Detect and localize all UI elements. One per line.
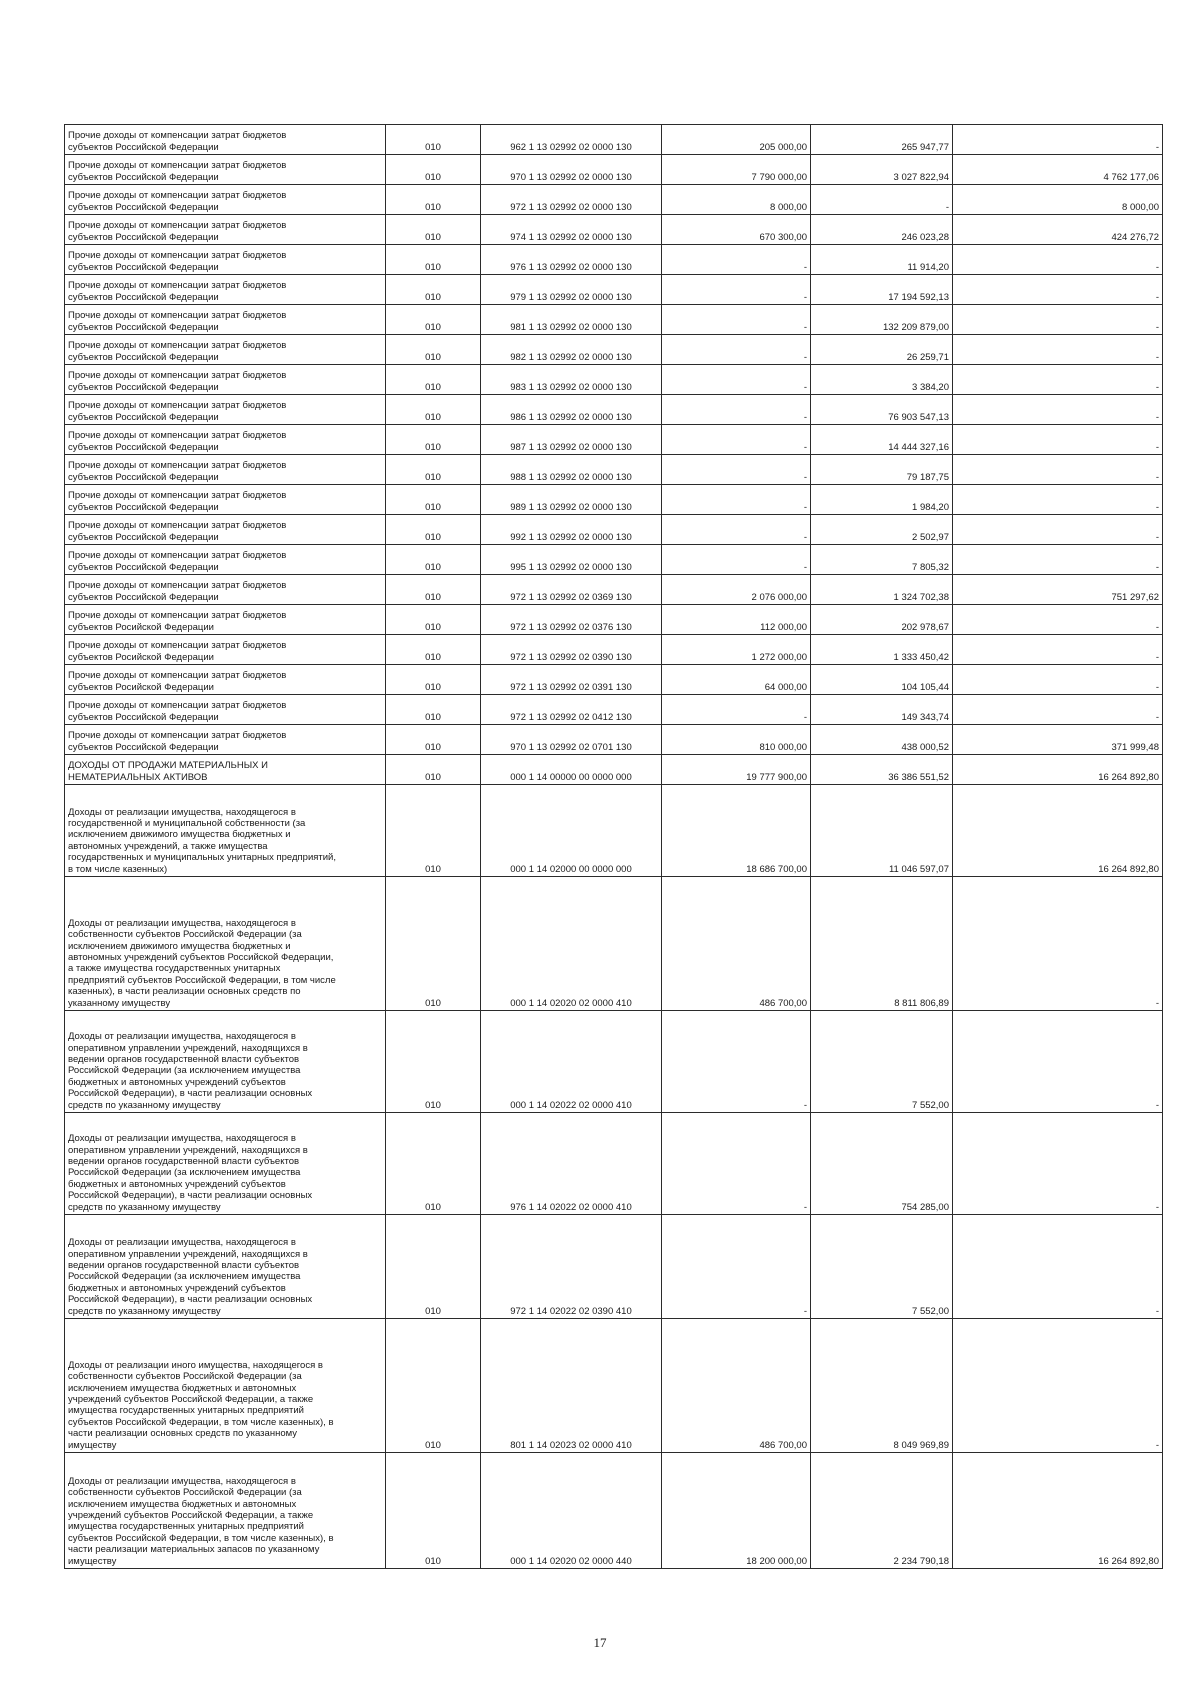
row-line-code-cell: 010 — [386, 575, 481, 605]
row-line-code-cell: 010 — [386, 605, 481, 635]
row-remaining-cell: - — [953, 877, 1163, 1011]
row-budget-code-cell: 986 1 13 02992 02 0000 130 — [481, 395, 662, 425]
row-name-cell: Прочие доходы от компенсации затрат бюджетов субъектов Российской Федерации — [65, 725, 386, 755]
row-plan-cell: - — [662, 485, 811, 515]
revenue-table — [64, 124, 1163, 1569]
row-name-cell: Доходы от реализации иного имущества, находящегося в собственности субъектов Российской Федерации (за исключением имущества бюджетных и автономных учреждений субъектов Российской Федерации, а также имущества государственных унитарных предприятий субъектов Российской Федерации, в том числе казенных), в части реализации основных средств по указанному имуществу — [65, 1319, 386, 1453]
row-executed-cell: 7 552,00 — [811, 1215, 953, 1319]
row-budget-code-cell: 972 1 13 02992 02 0391 130 — [481, 665, 662, 695]
row-remaining-cell: - — [953, 485, 1163, 515]
row-executed-cell: 8 811 806,89 — [811, 877, 953, 1011]
table-row — [65, 635, 1163, 665]
row-name-cell: Доходы от реализации имущества, находящегося в оперативном управлении учреждений, находящихся в ведении органов государственной власти субъектов Российской Федерации (за исключением имущества бюджетных и автономных учреждений субъектов Российской Федерации), в части реализации основных средств по указанному имуществу — [65, 1215, 386, 1319]
table-body — [65, 125, 1163, 1569]
row-remaining-cell: - — [953, 1011, 1163, 1113]
row-plan-cell: 18 200 000,00 — [662, 1453, 811, 1569]
row-plan-cell: 1 272 000,00 — [662, 635, 811, 665]
row-name-cell: Прочие доходы от компенсации затрат бюджетов субъектов Росийской Федерации — [65, 605, 386, 635]
row-line-code-cell: 010 — [386, 125, 481, 155]
row-remaining-cell: 4 762 177,06 — [953, 155, 1163, 185]
row-executed-cell: 149 343,74 — [811, 695, 953, 725]
row-executed-cell: 11 046 597,07 — [811, 785, 953, 877]
row-budget-code-cell: 000 1 14 02020 02 0000 410 — [481, 877, 662, 1011]
row-budget-code-cell: 000 1 14 02000 00 0000 000 — [481, 785, 662, 877]
row-remaining-cell: - — [953, 125, 1163, 155]
table-row — [65, 515, 1163, 545]
row-name-cell: Прочие доходы от компенсации затрат бюджетов субъектов Российской Федерации — [65, 155, 386, 185]
row-executed-cell: 132 209 879,00 — [811, 305, 953, 335]
row-executed-cell: - — [811, 185, 953, 215]
page-number: 17 — [593, 1635, 607, 1650]
table-row — [65, 185, 1163, 215]
row-executed-cell: 36 386 551,52 — [811, 755, 953, 785]
row-line-code-cell: 010 — [386, 755, 481, 785]
row-plan-cell: 205 000,00 — [662, 125, 811, 155]
row-name-cell: Доходы от реализации имущества, находящегося в собственности субъектов Российской Федерации (за исключением имущества бюджетных и автономных учреждений субъектов Российской Федерации, а также имущества государственных унитарных предприятий субъектов Российской Федерации, в том числе казенных), в части реализации материальных запасов по указанному имуществу — [65, 1453, 386, 1569]
row-plan-cell: 486 700,00 — [662, 877, 811, 1011]
row-plan-cell: - — [662, 515, 811, 545]
row-remaining-cell: 16 264 892,80 — [953, 1453, 1163, 1569]
row-budget-code-cell: 970 1 13 02992 02 0701 130 — [481, 725, 662, 755]
row-budget-code-cell: 000 1 14 02022 02 0000 410 — [481, 1011, 662, 1113]
row-remaining-cell: - — [953, 665, 1163, 695]
row-line-code-cell: 010 — [386, 395, 481, 425]
row-line-code-cell: 010 — [386, 155, 481, 185]
row-name-cell: Прочие доходы от компенсации затрат бюджетов субъектов Росийской Федерации — [65, 635, 386, 665]
row-line-code-cell: 010 — [386, 785, 481, 877]
table-row — [65, 365, 1163, 395]
row-plan-cell: - — [662, 1011, 811, 1113]
row-line-code-cell: 010 — [386, 545, 481, 575]
row-line-code-cell: 010 — [386, 485, 481, 515]
row-budget-code-cell: 992 1 13 02992 02 0000 130 — [481, 515, 662, 545]
table-row — [65, 1011, 1163, 1113]
row-plan-cell: 7 790 000,00 — [662, 155, 811, 185]
row-remaining-cell: - — [953, 275, 1163, 305]
row-remaining-cell: - — [953, 395, 1163, 425]
row-name-cell: Прочие доходы от компенсации затрат бюджетов субъектов Российской Федерации — [65, 515, 386, 545]
row-executed-cell: 26 259,71 — [811, 335, 953, 365]
row-budget-code-cell: 972 1 13 02992 02 0376 130 — [481, 605, 662, 635]
row-remaining-cell: - — [953, 455, 1163, 485]
row-budget-code-cell: 981 1 13 02992 02 0000 130 — [481, 305, 662, 335]
row-line-code-cell: 010 — [386, 245, 481, 275]
row-name-cell: Прочие доходы от компенсации затрат бюджетов субъектов Российской Федерации — [65, 455, 386, 485]
table-row — [65, 425, 1163, 455]
row-plan-cell: - — [662, 545, 811, 575]
row-budget-code-cell: 000 1 14 00000 00 0000 000 — [481, 755, 662, 785]
row-budget-code-cell: 972 1 13 02992 02 0390 130 — [481, 635, 662, 665]
row-executed-cell: 104 105,44 — [811, 665, 953, 695]
row-plan-cell: - — [662, 275, 811, 305]
row-remaining-cell: - — [953, 335, 1163, 365]
row-executed-cell: 3 027 822,94 — [811, 155, 953, 185]
row-name-cell: Доходы от реализации имущества, находящегося в государственной и муниципальной собственности (за исключением движимого имущества бюджетных и автономных учреждений, а также имущества государственных и муниципальных унитарных предприятий, в том числе казенных) — [65, 785, 386, 877]
row-plan-cell: - — [662, 455, 811, 485]
row-plan-cell: 8 000,00 — [662, 185, 811, 215]
row-executed-cell: 265 947,77 — [811, 125, 953, 155]
row-name-cell: Прочие доходы от компенсации затрат бюджетов субъектов Российской Федерации — [65, 335, 386, 365]
row-budget-code-cell: 962 1 13 02992 02 0000 130 — [481, 125, 662, 155]
row-remaining-cell: - — [953, 635, 1163, 665]
row-remaining-cell: - — [953, 515, 1163, 545]
row-executed-cell: 17 194 592,13 — [811, 275, 953, 305]
row-remaining-cell: - — [953, 365, 1163, 395]
row-budget-code-cell: 982 1 13 02992 02 0000 130 — [481, 335, 662, 365]
row-name-cell: Прочие доходы от компенсации затрат бюджетов субъектов Российской Федерации — [65, 245, 386, 275]
row-budget-code-cell: 995 1 13 02992 02 0000 130 — [481, 545, 662, 575]
row-budget-code-cell: 972 1 14 02022 02 0390 410 — [481, 1215, 662, 1319]
row-plan-cell: 18 686 700,00 — [662, 785, 811, 877]
row-name-cell: Доходы от реализации имущества, находящегося в собственности субъектов Российской Федерации (за исключением движимого имущества бюджетных и автономных учреждений субъектов Российской Федерации, а также имущества государственных унитарных предприятий субъектов Российской Федерации, в том числе казенных), в части реализации основных средств по указанному имуществу — [65, 877, 386, 1011]
row-remaining-cell: 16 264 892,80 — [953, 755, 1163, 785]
table-row — [65, 725, 1163, 755]
row-line-code-cell: 010 — [386, 185, 481, 215]
row-budget-code-cell: 801 1 14 02023 02 0000 410 — [481, 1319, 662, 1453]
table-row — [65, 485, 1163, 515]
row-remaining-cell: - — [953, 545, 1163, 575]
row-name-cell: Прочие доходы от компенсации затрат бюджетов субъектов Российской Федерации — [65, 215, 386, 245]
table-row — [65, 695, 1163, 725]
table-row — [65, 665, 1163, 695]
row-executed-cell: 8 049 969,89 — [811, 1319, 953, 1453]
row-remaining-cell: - — [953, 245, 1163, 275]
row-name-cell: Прочие доходы от компенсации затрат бюджетов субъектов Российской Федерации — [65, 395, 386, 425]
row-name-cell: Прочие доходы от компенсации затрат бюджетов субъектов Российской Федерации — [65, 695, 386, 725]
row-plan-cell: 19 777 900,00 — [662, 755, 811, 785]
row-line-code-cell: 010 — [386, 695, 481, 725]
row-line-code-cell: 010 — [386, 1453, 481, 1569]
row-name-cell: Доходы от реализации имущества, находящегося в оперативном управлении учреждений, находящихся в ведении органов государственной власти субъектов Российской Федерации (за исключением имущества бюджетных и автономных учреждений субъектов Российской Федерации), в части реализации основных средств по указанному имуществу — [65, 1011, 386, 1113]
row-plan-cell: 112 000,00 — [662, 605, 811, 635]
row-name-cell: Доходы от реализации имущества, находящегося в оперативном управлении учреждений, находящихся в ведении органов государственной власти субъектов Российской Федерации (за исключением имущества бюджетных и автономных учреждений субъектов Российской Федерации), в части реализации основных средств по указанному имуществу — [65, 1113, 386, 1215]
row-plan-cell: - — [662, 695, 811, 725]
row-plan-cell: - — [662, 365, 811, 395]
row-budget-code-cell: 979 1 13 02992 02 0000 130 — [481, 275, 662, 305]
row-line-code-cell: 010 — [386, 1319, 481, 1453]
row-plan-cell: - — [662, 395, 811, 425]
row-plan-cell: - — [662, 1113, 811, 1215]
row-name-cell: Прочие доходы от компенсации затрат бюджетов субъектов Российской Федерации — [65, 425, 386, 455]
row-budget-code-cell: 987 1 13 02992 02 0000 130 — [481, 425, 662, 455]
row-plan-cell: - — [662, 305, 811, 335]
row-executed-cell: 7 552,00 — [811, 1011, 953, 1113]
table-row — [65, 245, 1163, 275]
row-plan-cell: 810 000,00 — [662, 725, 811, 755]
row-executed-cell: 76 903 547,13 — [811, 395, 953, 425]
row-name-cell: Прочие доходы от компенсации затрат бюджетов субъектов Российской Федерации — [65, 365, 386, 395]
row-line-code-cell: 010 — [386, 425, 481, 455]
row-budget-code-cell: 972 1 13 02992 02 0412 130 — [481, 695, 662, 725]
row-line-code-cell: 010 — [386, 1113, 481, 1215]
row-remaining-cell: 751 297,62 — [953, 575, 1163, 605]
row-executed-cell: 438 000,52 — [811, 725, 953, 755]
row-name-cell: Прочие доходы от компенсации затрат бюджетов субъектов Российской Федерации — [65, 185, 386, 215]
row-plan-cell: 64 000,00 — [662, 665, 811, 695]
row-executed-cell: 7 805,32 — [811, 545, 953, 575]
row-budget-code-cell: 974 1 13 02992 02 0000 130 — [481, 215, 662, 245]
row-remaining-cell: 16 264 892,80 — [953, 785, 1163, 877]
row-remaining-cell: 424 276,72 — [953, 215, 1163, 245]
table-row — [65, 125, 1163, 155]
row-remaining-cell: - — [953, 605, 1163, 635]
table-row — [65, 545, 1163, 575]
row-line-code-cell: 010 — [386, 455, 481, 485]
row-line-code-cell: 010 — [386, 215, 481, 245]
table-row — [65, 305, 1163, 335]
row-executed-cell: 14 444 327,16 — [811, 425, 953, 455]
table-row — [65, 575, 1163, 605]
row-line-code-cell: 010 — [386, 665, 481, 695]
row-executed-cell: 246 023,28 — [811, 215, 953, 245]
row-remaining-cell: 8 000,00 — [953, 185, 1163, 215]
row-name-cell: Прочие доходы от компенсации затрат бюджетов субъектов Росийской Федерации — [65, 665, 386, 695]
row-plan-cell: 2 076 000,00 — [662, 575, 811, 605]
row-budget-code-cell: 988 1 13 02992 02 0000 130 — [481, 455, 662, 485]
row-plan-cell: - — [662, 1215, 811, 1319]
table-row — [65, 455, 1163, 485]
row-remaining-cell: - — [953, 695, 1163, 725]
row-remaining-cell: - — [953, 1319, 1163, 1453]
table-row — [65, 335, 1163, 365]
table-row — [65, 605, 1163, 635]
row-budget-code-cell: 972 1 13 02992 02 0369 130 — [481, 575, 662, 605]
row-executed-cell: 1 324 702,38 — [811, 575, 953, 605]
row-remaining-cell: - — [953, 425, 1163, 455]
row-remaining-cell: - — [953, 305, 1163, 335]
table-row — [65, 755, 1163, 785]
row-line-code-cell: 010 — [386, 335, 481, 365]
row-plan-cell: 486 700,00 — [662, 1319, 811, 1453]
row-remaining-cell: 371 999,48 — [953, 725, 1163, 755]
row-line-code-cell: 010 — [386, 635, 481, 665]
table-row — [65, 395, 1163, 425]
row-plan-cell: - — [662, 425, 811, 455]
row-name-cell: Прочие доходы от компенсации затрат бюджетов субъектов Российской Федерации — [65, 305, 386, 335]
row-budget-code-cell: 983 1 13 02992 02 0000 130 — [481, 365, 662, 395]
row-executed-cell: 11 914,20 — [811, 245, 953, 275]
row-remaining-cell: - — [953, 1215, 1163, 1319]
row-budget-code-cell: 976 1 13 02992 02 0000 130 — [481, 245, 662, 275]
row-name-cell: Прочие доходы от компенсации затрат бюджетов субъектов Российской Федерации — [65, 575, 386, 605]
table-row — [65, 275, 1163, 305]
table-row — [65, 877, 1163, 1011]
row-executed-cell: 2 502,97 — [811, 515, 953, 545]
row-budget-code-cell: 989 1 13 02992 02 0000 130 — [481, 485, 662, 515]
row-executed-cell: 2 234 790,18 — [811, 1453, 953, 1569]
row-executed-cell: 79 187,75 — [811, 455, 953, 485]
row-budget-code-cell: 970 1 13 02992 02 0000 130 — [481, 155, 662, 185]
row-executed-cell: 1 333 450,42 — [811, 635, 953, 665]
row-executed-cell: 1 984,20 — [811, 485, 953, 515]
row-executed-cell: 3 384,20 — [811, 365, 953, 395]
table-row — [65, 215, 1163, 245]
row-line-code-cell: 010 — [386, 725, 481, 755]
row-line-code-cell: 010 — [386, 515, 481, 545]
row-plan-cell: 670 300,00 — [662, 215, 811, 245]
table-row — [65, 155, 1163, 185]
row-plan-cell: - — [662, 245, 811, 275]
row-budget-code-cell: 976 1 14 02022 02 0000 410 — [481, 1113, 662, 1215]
row-budget-code-cell: 972 1 13 02992 02 0000 130 — [481, 185, 662, 215]
table-row — [65, 785, 1163, 877]
row-remaining-cell: - — [953, 1113, 1163, 1215]
row-line-code-cell: 010 — [386, 1215, 481, 1319]
report-sheet — [64, 124, 1162, 1569]
row-name-cell: Прочие доходы от компенсации затрат бюджетов субъектов Российской Федерации — [65, 275, 386, 305]
row-executed-cell: 202 978,67 — [811, 605, 953, 635]
table-row — [65, 1319, 1163, 1453]
row-name-cell: Прочие доходы от компенсации затрат бюджетов субъектов Российской Федерации — [65, 545, 386, 575]
row-plan-cell: - — [662, 335, 811, 365]
row-name-cell: Прочие доходы от компенсации затрат бюджетов субъектов Российской Федерации — [65, 485, 386, 515]
row-name-cell: Прочие доходы от компенсации затрат бюджетов субъектов Российской Федерации — [65, 125, 386, 155]
row-name-cell: ДОХОДЫ ОТ ПРОДАЖИ МАТЕРИАЛЬНЫХ И НЕМАТЕРИАЛЬНЫХ АКТИВОВ — [65, 755, 386, 785]
table-row — [65, 1215, 1163, 1319]
row-line-code-cell: 010 — [386, 365, 481, 395]
row-executed-cell: 754 285,00 — [811, 1113, 953, 1215]
row-line-code-cell: 010 — [386, 305, 481, 335]
row-line-code-cell: 010 — [386, 275, 481, 305]
row-line-code-cell: 010 — [386, 1011, 481, 1113]
row-budget-code-cell: 000 1 14 02020 02 0000 440 — [481, 1453, 662, 1569]
row-line-code-cell: 010 — [386, 877, 481, 1011]
table-row — [65, 1453, 1163, 1569]
table-row — [65, 1113, 1163, 1215]
